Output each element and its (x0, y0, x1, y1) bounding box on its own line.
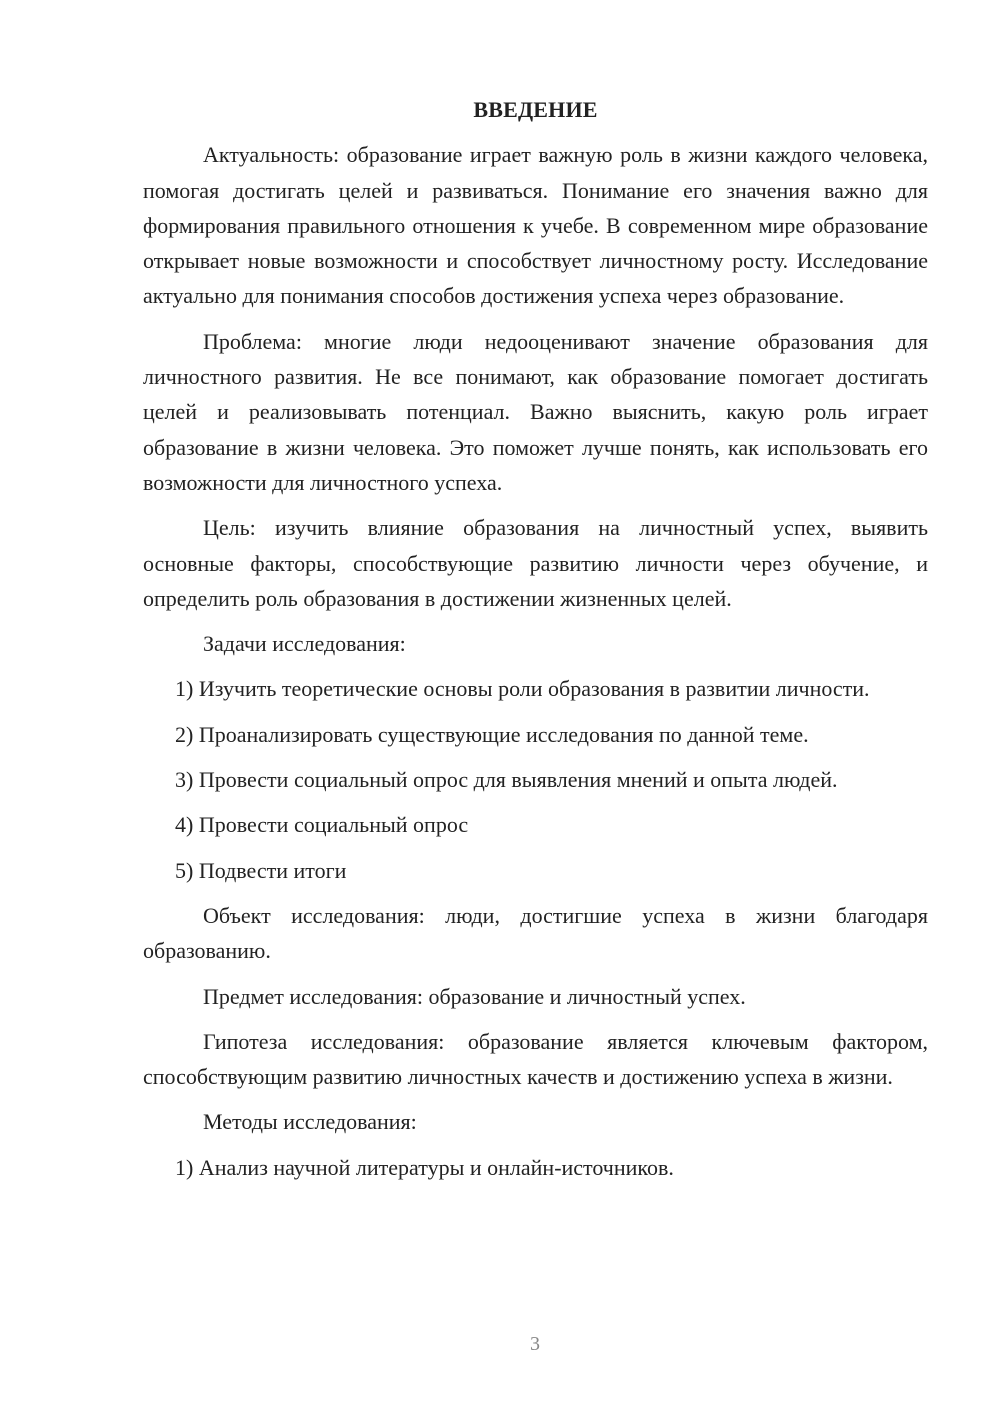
method-item-1: 1) Анализ научной литературы и онлайн-источников. (175, 1154, 674, 1180)
goal-paragraph: Цель: изучить влияние образования на личностный успех, выявить основные факторы, способствующие развитию личности через обучение, и определить роль образования в достижении жизненных целей. (143, 515, 928, 611)
task-item-4: 4) Провести социальный опрос (175, 812, 469, 838)
relevance-paragraph: Актуальность: образование играет важную роль в жизни каждого человека, помогая достигать целей и развиваться. Понимание его значения важно для формирования правильного отношения к учебе. В современном мире образование открывает новые возможности и способствует личностному росту. Исследование актуально для понимания способов достижения успеха через образование. (143, 142, 928, 309)
section-heading: ВВЕДЕНИЕ (473, 97, 598, 122)
page-content (143, 92, 928, 1195)
subject-paragraph: Предмет исследования: образование и личностный успех. (203, 983, 746, 1009)
page-number: 3 (530, 1333, 540, 1355)
task-item-3: 3) Провести социальный опрос для выявления мнений и опыта людей. (175, 767, 838, 793)
task-item-2: 2) Проанализировать существующие исследования по данной теме. (175, 721, 809, 747)
object-paragraph: Объект исследования: люди, достигшие успеха в жизни благодаря образованию. (143, 902, 928, 964)
hypothesis-paragraph: Гипотеза исследования: образование является ключевым фактором, способствующим развитию личностных качеств и достижению успеха в жизни. (143, 1028, 928, 1090)
methods-title: Методы исследования: (203, 1109, 417, 1135)
task-item-1: 1) Изучить теоретические основы роли образования в развитии личности. (175, 676, 870, 702)
tasks-title: Задачи исследования: (203, 631, 406, 657)
problem-paragraph: Проблема: многие люди недооценивают значение образования для личностного развития. Не все понимают, как образование помогает достигать целей и реализовывать потенциал. Важно выяснить, какую роль играет образование в жизни человека. Это поможет лучше понять, как использовать его возможности для личностного успеха. (143, 328, 928, 495)
task-item-5: 5) Подвести итоги (175, 857, 347, 883)
